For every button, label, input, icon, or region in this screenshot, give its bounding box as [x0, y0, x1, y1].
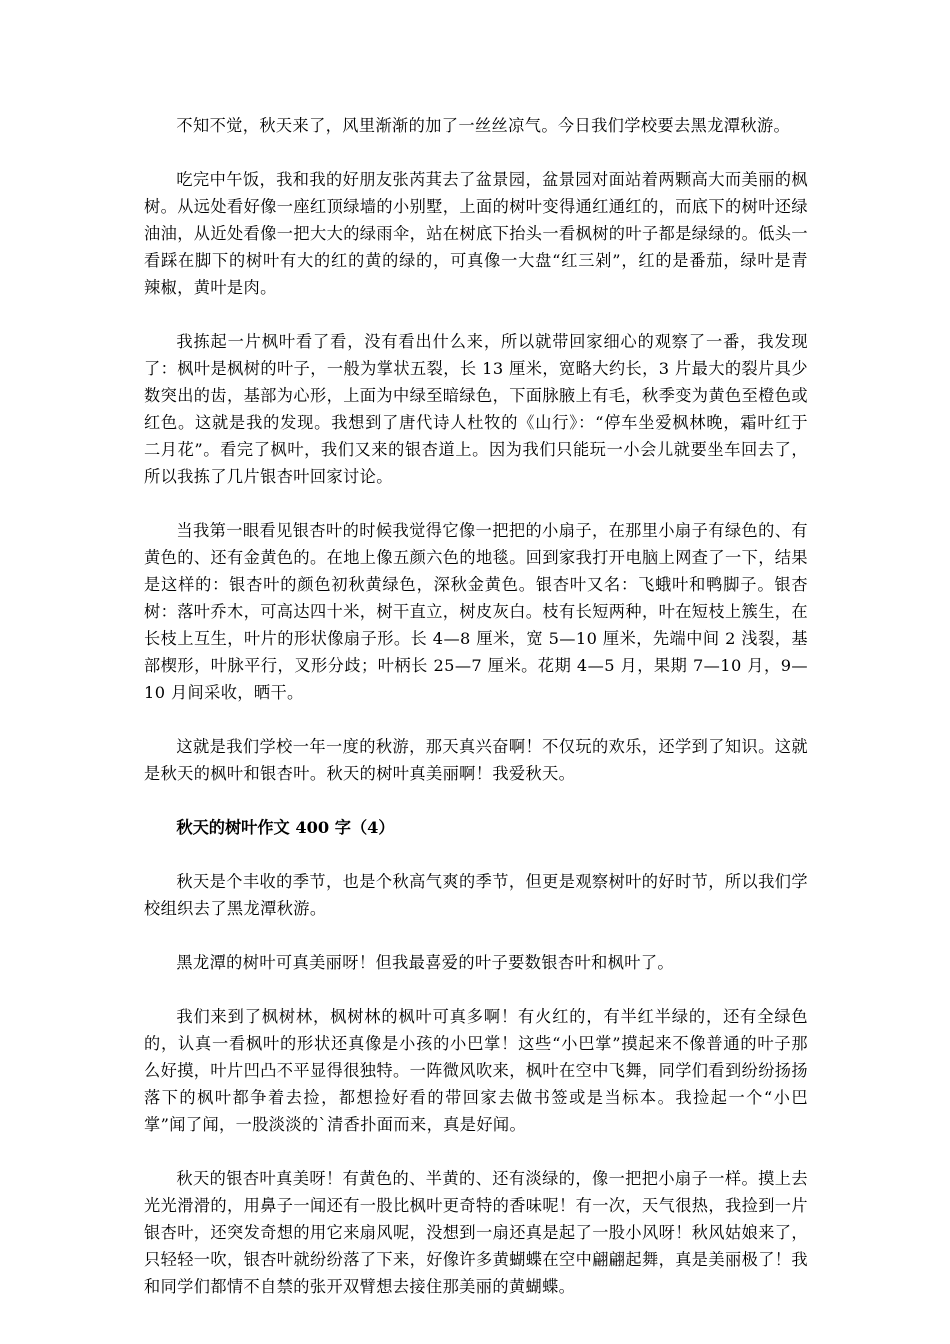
paragraph-gap — [144, 787, 808, 814]
paragraph-8: 我们来到了枫树林，枫树林的枫叶可真多啊！有火红的，有半红半绿的，还有全绿色的，认真一看枫叶的形状还真像是小孩的小巴掌！这些“小巴掌”摸起来不像普通的叶子那么好摸，叶片凹凸不平显得很独特。一阵微风吹来，枫叶在空中飞舞，同学们看到纷纷扬扬落下的枫叶都争着去捡，都想捡好看的带回家去做书签或是当标本。我捡起一个“小巴掌”闻了闻，一股淡淡的`清香扑面而来，真是好闻。 — [144, 1007, 808, 1134]
paragraph-4: 当我第一眼看见银杏叶的时候我觉得它像一把把的小扇子，在那里小扇子有绿色的、有黄色的、还有金黄色的。在地上像五颜六色的地毯。回到家我打开电脑上网查了一下，结果是这样的：银杏叶的颜色初秋黄绿色，深秋金黄色。银杏叶又名：飞蛾叶和鸭脚子。银杏树：落叶乔木，可高达四十米，树干直立，树皮灰白。枝有长短两种，叶在短枝上簇生，在长枝上互生，叶片的形状像扇子形。长 4—8 厘米，宽 5—10 厘米，先端中间 2 浅裂，基部楔形，叶脉平行，叉形分歧；叶柄长 25—7 厘米。花期 4—5 月，果期 7—10 月，9—10 月间采收，晒干。 — [144, 521, 808, 702]
paragraph-2: 吃完中午饭，我和我的好朋友张芮萁去了盆景园，盆景园对面站着两颗高大而美丽的枫树。从远处看好像一座红顶绿墙的小别墅，上面的树叶变得通红通红的，而底下的树叶还绿油油，从近处看像一把大大的绿雨伞，站在树底下抬头一看枫树的叶子都是绿绿的。低头一看踩在脚下的树叶有大的红的黄的绿的，可真像一大盘“红三剁”，红的是番茄，绿叶是青辣椒，黄叶是肉。 — [144, 170, 808, 297]
paragraph-6: 秋天是个丰收的季节，也是个秋高气爽的季节，但更是观察树叶的好时节，所以我们学校组织去了黑龙潭秋游。 — [144, 872, 808, 918]
paragraph-gap — [144, 301, 808, 328]
paragraph-gap — [144, 922, 808, 949]
paragraph-1: 不知不觉，秋天来了，风里渐渐的加了一丝丝凉气。今日我们学校要去黑龙潭秋游。 — [176, 116, 791, 135]
paragraph-5: 这就是我们学校一年一度的秋游，那天真兴奋啊！不仅玩的欢乐，还学到了知识。这就是秋天的枫叶和银杏叶。秋天的树叶真美丽啊！我爱秋天。 — [144, 737, 808, 783]
paragraph-gap — [144, 490, 808, 517]
paragraph-gap — [144, 139, 808, 166]
paragraph-gap — [144, 1138, 808, 1165]
paragraph-gap — [144, 841, 808, 868]
document-body — [144, 112, 808, 1300]
paragraph-gap — [144, 706, 808, 733]
section-heading: 秋天的树叶作文 400 字（4） — [176, 818, 395, 837]
paragraph-3: 我拣起一片枫叶看了看，没有看出什么来，所以就带回家细心的观察了一番，我发现了：枫叶是枫树的叶子，一般为掌状五裂，长 13 厘米，宽略大约长，3 片最大的裂片具少数突出的齿，基部为心形，上面为中绿至暗绿色，下面脉腋上有毛，秋季变为黄色至橙色或红色。这就是我的发现。我想到了唐代诗人杜牧的《山行》：“停车坐爱枫林晚，霜叶红于二月花”。看完了枫叶，我们又来的银杏道上。因为我们只能玩一小会儿就要坐车回去了，所以我拣了几片银杏叶回家讨论。 — [144, 332, 808, 486]
paragraph-7: 黑龙潭的树叶可真美丽呀！但我最喜爱的叶子要数银杏叶和枫叶了。 — [176, 953, 675, 972]
paragraph-gap — [144, 976, 808, 1003]
paragraph-9: 秋天的银杏叶真美呀！有黄色的、半黄的、还有淡绿的，像一把把小扇子一样。摸上去光光滑滑的，用鼻子一闻还有一股比枫叶更奇特的香味呢！有一次，天气很热，我捡到一片银杏叶，还突发奇想的用它来扇风呢，没想到一扇还真是起了一股小风呀！秋风姑娘来了，只轻轻一吹，银杏叶就纷纷落了下来，好像许多黄蝴蝶在空中翩翩起舞，真是美丽极了！我和同学们都情不自禁的张开双臂想去接住那美丽的黄蝴蝶。 — [144, 1169, 808, 1296]
